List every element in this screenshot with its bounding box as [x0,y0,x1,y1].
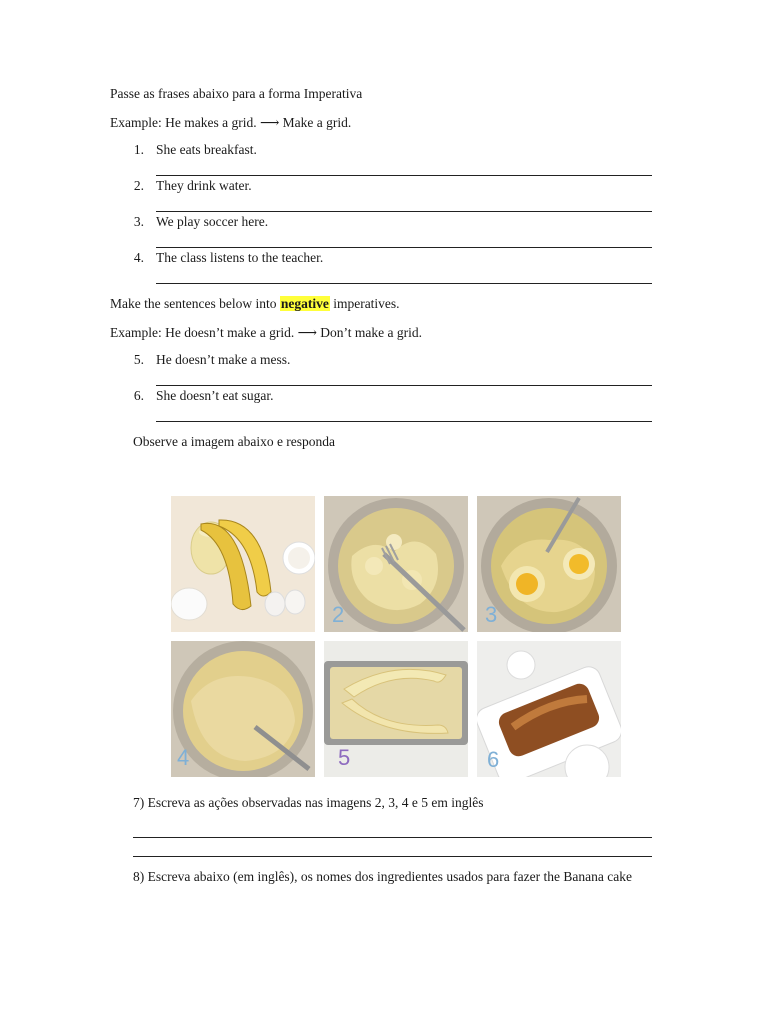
example-negative: Example: He doesn’t make a grid. ⟶ Don’t make a grid. [110,325,423,340]
item-number: 5. [133,352,144,367]
answer-line[interactable] [156,175,652,176]
step-number: 5 [338,745,351,770]
question-8: 8) Escreva abaixo (em inglês), os nomes dos ingredientes usados para fazer the Banana cake [133,869,632,884]
photo-mixed-batter [171,641,315,777]
photo-ingredients [171,496,315,632]
item-sentence: She doesn’t eat sugar. [156,388,274,403]
step-number: 2 [332,602,345,627]
answer-line[interactable] [156,211,652,212]
answer-line[interactable] [156,247,652,248]
photo-adding-eggs [477,496,621,632]
answer-line[interactable] [156,283,652,284]
step-number: 3 [485,602,498,627]
answer-line[interactable] [133,837,652,838]
example-imperative: Example: He makes a grid. ⟶ Make a grid. [110,115,352,130]
photo-baked-cake [477,641,621,777]
item-sentence: He doesn’t make a mess. [156,352,291,367]
item-sentence: We play soccer here. [156,214,269,229]
question-7: 7) Escreva as ações observadas nas imagens 2, 3, 4 e 5 em inglês [133,795,484,810]
instruction-text: Make the sentences below into [110,296,280,311]
answer-line[interactable] [133,856,652,857]
item-sentence: They drink water. [156,178,252,193]
item-number: 3. [133,214,144,229]
item-number: 2. [133,178,144,193]
step-number: 4 [177,745,190,770]
highlighted-word: negative [280,296,329,311]
instruction-negative [110,296,400,312]
item-number: 6. [133,388,144,403]
answer-line[interactable] [156,385,652,386]
photo-batter-in-pan [324,641,468,777]
answer-line[interactable] [156,421,652,422]
item-sentence: The class listens to the teacher. [156,250,324,265]
item-sentence: She eats breakfast. [156,142,257,157]
item-number: 4. [133,250,144,265]
photo-mashing-bananas [324,496,468,632]
step-number: 6 [487,747,500,772]
item-number: 1. [133,142,144,157]
instruction-text: imperatives. [329,296,400,311]
instruction-observe: Observe a imagem abaixo e responda [133,434,336,449]
instruction-imperative: Passe as frases abaixo para a forma Imperativa [110,86,363,101]
